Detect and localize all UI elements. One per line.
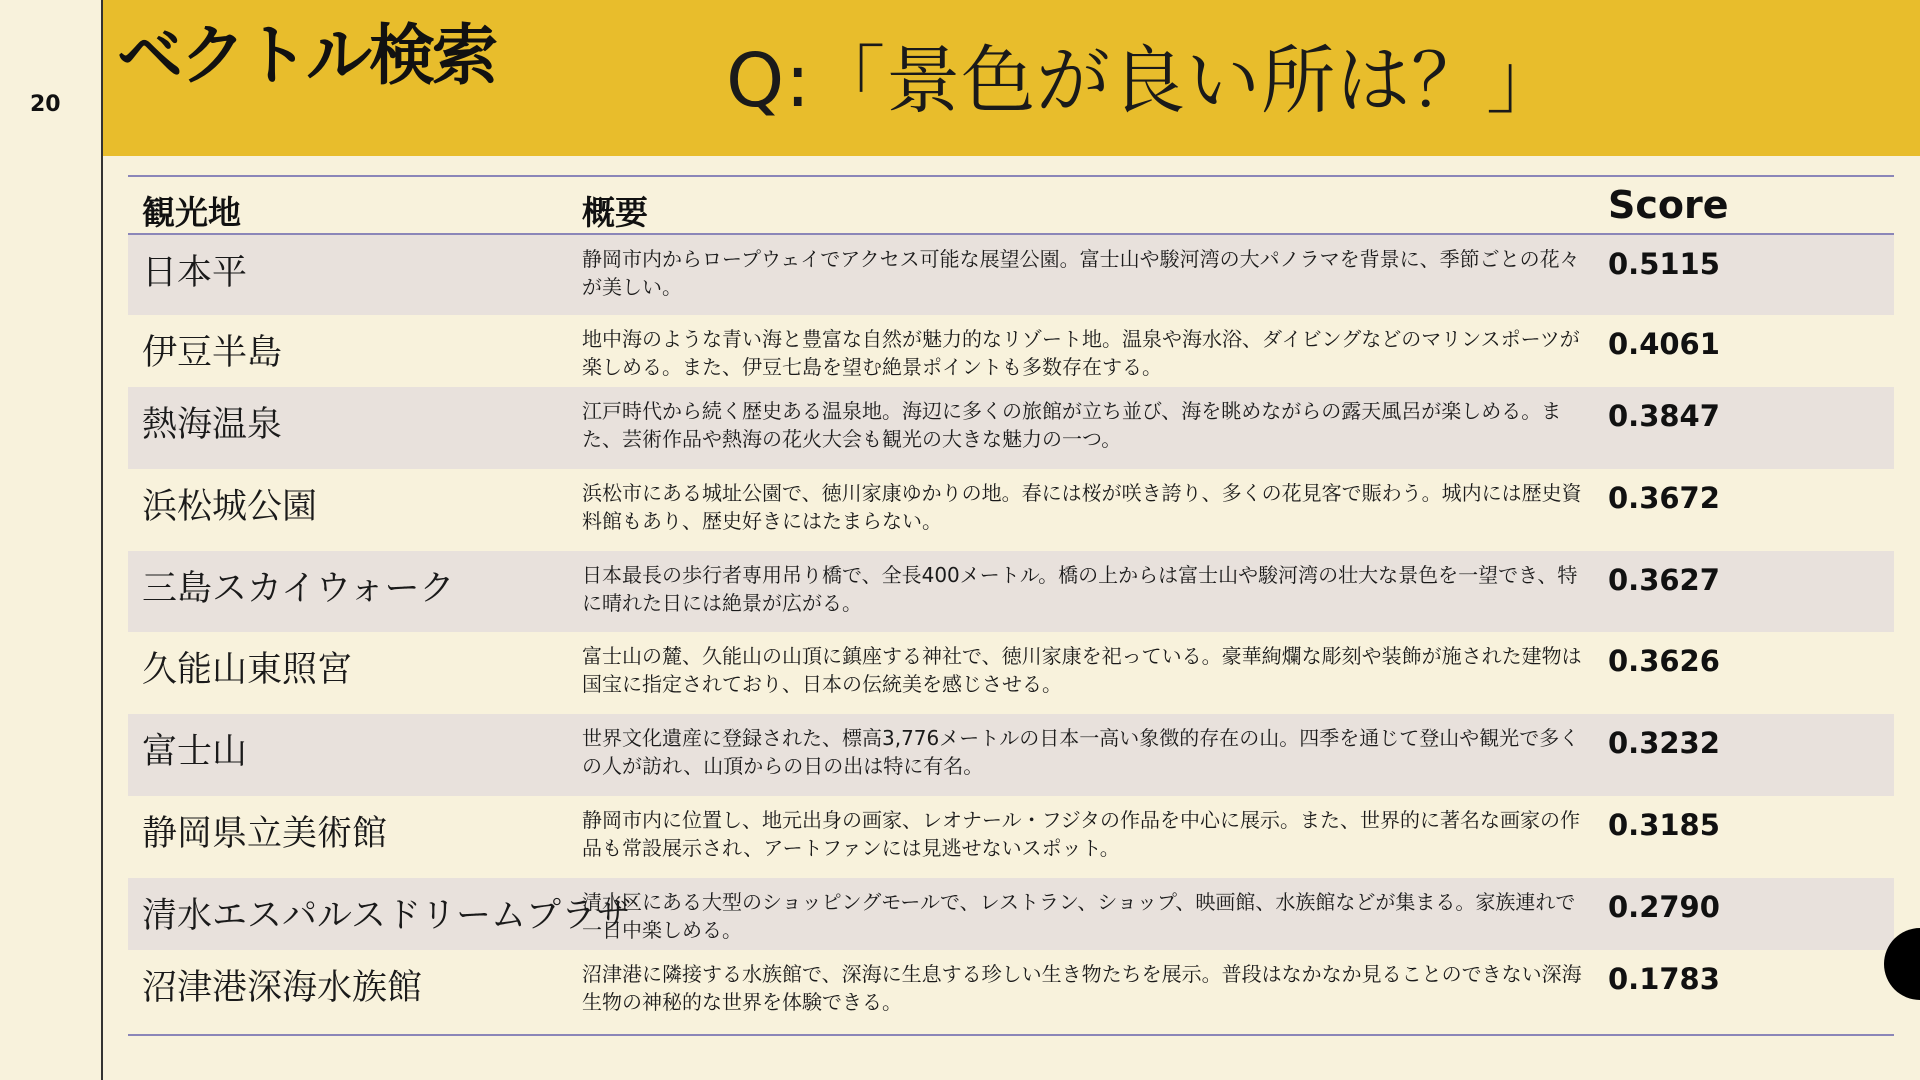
spot-score: 0.3672 [1608,481,1720,515]
spot-score: 0.3847 [1608,399,1720,433]
spot-description: 静岡市内からロープウェイでアクセス可能な展望公園。富士山や駿河湾の大パノラマを背景に、季節ごとの花々が美しい。 [582,247,1580,299]
spot-name: 伊豆半島 [142,333,283,373]
spot-score: 0.3232 [1608,726,1720,760]
table-row [128,632,1894,714]
spot-description: 世界文化遺産に登録された、標高3,776メートルの日本一高い象徴的存在の山。四季を通じて登山や観光で多くの人が訪れ、山頂からの日の出は特に有名。 [582,726,1580,778]
slide-title: ベクトル検索 [117,17,495,94]
spot-score: 0.3626 [1608,644,1720,678]
spot-name: 富士山 [142,732,248,772]
spot-name: 熱海温泉 [142,405,283,445]
spot-name: 清水エスパルスドリームプラザ [142,896,631,936]
spot-score: 0.1783 [1608,962,1720,996]
spot-score: 0.2790 [1608,890,1720,924]
spot-description: 江戸時代から続く歴史ある温泉地。海辺に多くの旅館が立ち並び、海を眺めながらの露天風呂が楽しめる。また、芸術作品や熱海の花火大会も観光の大きな魅力の一つ。 [582,399,1562,451]
header-name: 観光地 [142,193,241,232]
query-text: Q:「景色が良い所は？」 [726,38,1562,124]
page-number: 20 [30,92,61,117]
spot-description: 浜松市にある城址公園で、徳川家康ゆかりの地。春には桜が咲き誇り、多くの花見客で賑わう。城内には歴史資料館もあり、歴史好きにはたまらない。 [582,481,1582,533]
spot-description: 沼津港に隣接する水族館で、深海に生息する珍しい生き物たちを展示。普段はなかなか見ることのできない深海生物の神秘的な世界を体験できる。 [582,962,1582,1014]
spot-description: 清水区にある大型のショッピングモールで、レストラン、ショップ、映画館、水族館などが集まる。家族連れで一日中楽しめる。 [582,890,1576,942]
header-score: Score [1608,183,1729,227]
table-row [128,469,1894,551]
spot-name: 静岡県立美術館 [142,814,388,854]
table-header-row [128,177,1894,235]
table-row [128,235,1894,315]
table-row [128,551,1894,632]
spot-name: 久能山東照宮 [142,650,353,690]
spot-score: 0.3185 [1608,808,1720,842]
spot-name: 沼津港深海水族館 [142,968,423,1008]
spot-score: 0.3627 [1608,563,1720,597]
table-row [128,878,1894,950]
spot-score: 0.4061 [1608,327,1720,361]
table-row [128,950,1894,1032]
table-row [128,796,1894,878]
table-row [128,315,1894,387]
spot-name: 三島スカイウォーク [142,569,455,609]
header-description: 概要 [582,193,648,232]
spot-name: 浜松城公園 [142,487,318,527]
results-table [128,175,1894,1036]
left-divider [101,0,103,1080]
spot-description: 静岡市内に位置し、地元出身の画家、レオナール・フジタの作品を中心に展示。また、世界的に著名な画家の作品も常設展示され、アートファンには見逃せないスポット。 [582,808,1580,860]
spot-description: 富士山の麓、久能山の山頂に鎮座する神社で、徳川家康を祀っている。豪華絢爛な彫刻や装飾が施された建物は国宝に指定されており、日本の伝統美を感じさせる。 [582,644,1582,696]
spot-name: 日本平 [142,253,248,293]
table-row [128,387,1894,469]
spot-description: 地中海のような青い海と豊富な自然が魅力的なリゾート地。温泉や海水浴、ダイビングなどのマリンスポーツが楽しめる。また、伊豆七島を望む絶景ポイントも多数存在する。 [582,327,1580,379]
table-bottom-rule [128,1034,1894,1036]
spot-description: 日本最長の歩行者専用吊り橋で、全長400メートル。橋の上からは富士山や駿河湾の壮大な景色を一望でき、特に晴れた日には絶景が広がる。 [582,563,1578,615]
table-row [128,714,1894,796]
spot-score: 0.5115 [1608,247,1720,281]
